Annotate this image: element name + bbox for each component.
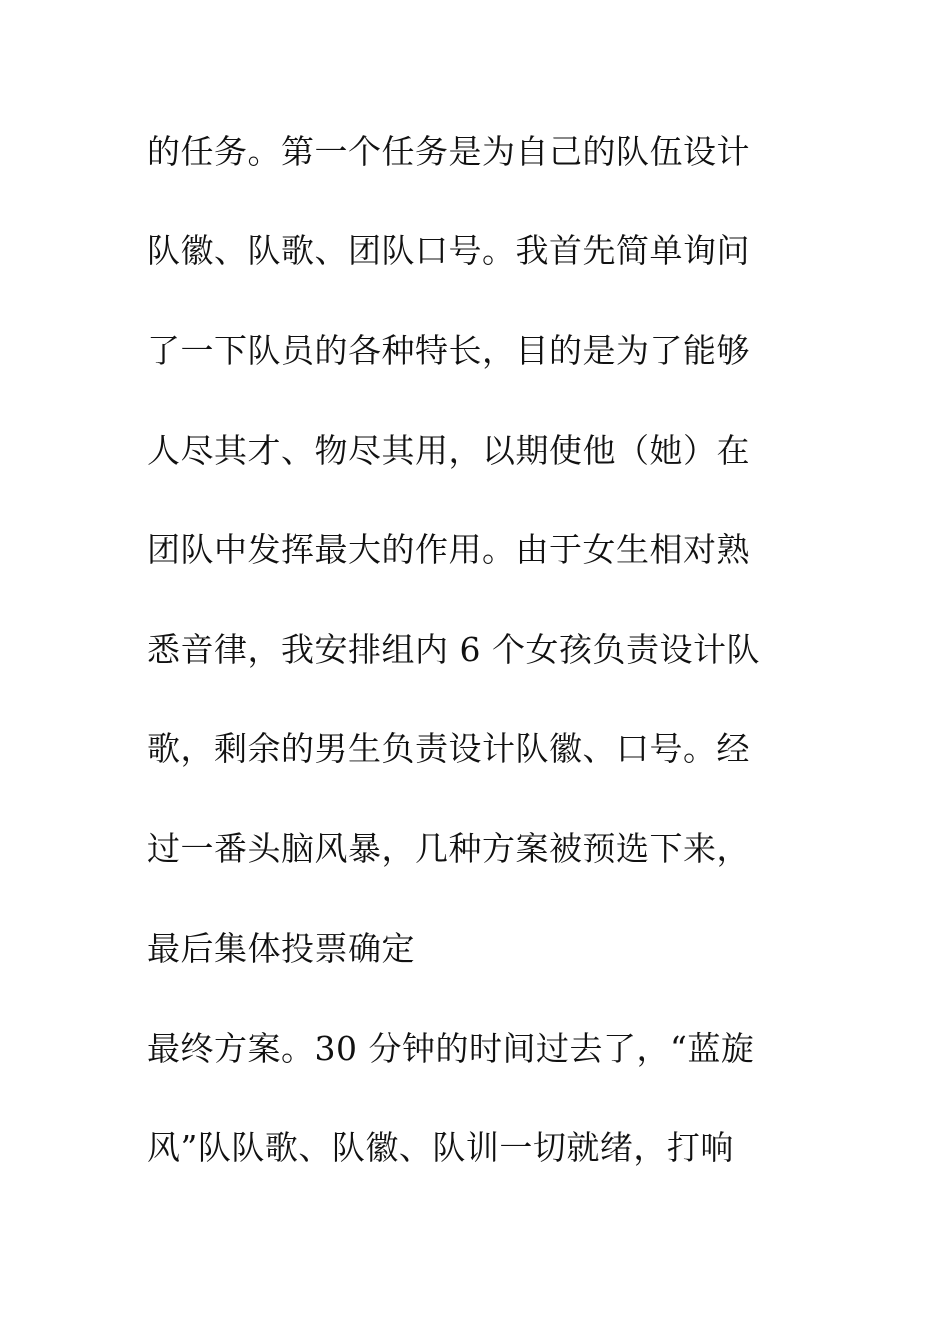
paragraph-line: 的任务。第一个任务是为自己的队伍设计 [147,132,750,171]
paragraph-line: 过一番头脑风暴，几种方案被预选下来， [147,829,750,868]
paragraph-line: 人尽其才、物尽其用，以期使他（她）在 [147,431,750,470]
paragraph-line: 最终方案。30 分钟的时间过去了，“蓝旋 [147,1029,755,1068]
paragraph-line: 悉音律，我安排组内 6 个女孩负责设计队 [147,630,760,669]
paragraph-line: 歌，剩余的男生负责设计队徽、口号。经 [147,729,750,768]
paragraph-line: 团队中发挥最大的作用。由于女生相对熟 [147,530,750,569]
paragraph-line: 风”队队歌、队徽、队训一切就绪，打响 [147,1128,734,1167]
paragraph-line: 最后集体投票确定 [147,929,415,968]
paragraph-line: 队徽、队歌、团队口号。我首先简单询问 [147,231,750,270]
paragraph-line: 了一下队员的各种特长，目的是为了能够 [147,331,750,370]
